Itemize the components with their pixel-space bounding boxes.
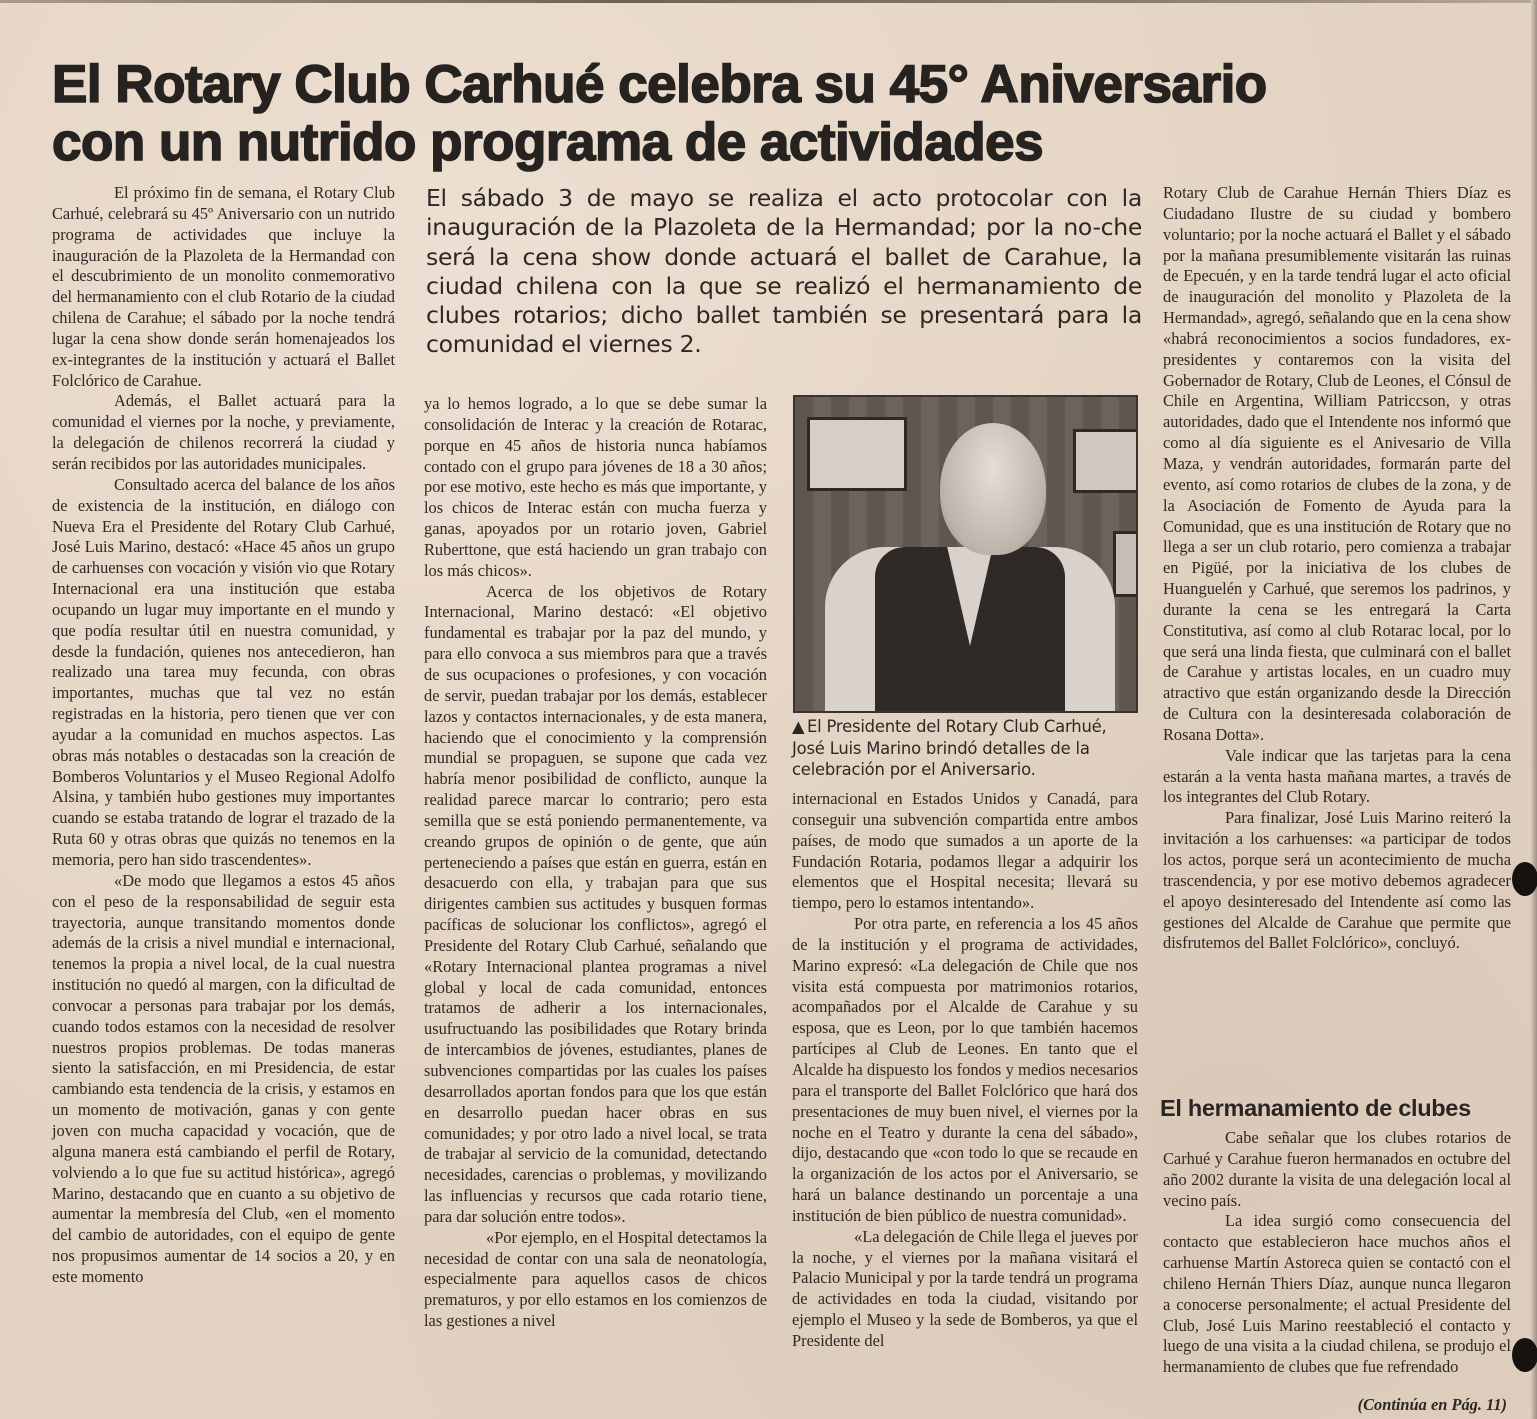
page-top-edge (0, 0, 1537, 3)
paragraph: Para finalizar, José Luis Marino reiteró la invitación a los carhuenses: «a participar de todos los actos, porque será un acontecimiento de mucha trascendencia, y por ese motivo debemos agradecer el apoyo desinteresado del Intendente así como las gestiones del Alcalde de Carahue que permite que disfrutemos del Ballet Folclórico», concluyó. (1163, 808, 1511, 953)
column-2 (424, 394, 767, 1332)
page-right-edge (1531, 0, 1537, 1419)
paragraph: Vale indicar que las tarjetas para la cena estarán a la venta hasta mañana martes, a través de los integrantes del Club Rotary. (1163, 745, 1511, 807)
binder-hole (1512, 1338, 1537, 1372)
subheading: El hermanamiento de clubes (1160, 1095, 1471, 1121)
framed-certificate (1113, 531, 1138, 597)
headline-line-2: con un nutrido programa de actividades (52, 113, 1044, 172)
paragraph: La idea surgió como consecuencia del contacto que establecieron hace muchos años el carhuense Martín Astoreca quien se contactó con el chileno Hernán Thiers Díaz, aunque nunca llegaron a conocerse personalmente; el actual Presidente del Club, José Luis Marino reestableció el contacto y luego de una visita a la ciudad chilena, se produjo el hermanamiento de clubes que fue refrendado (1163, 1211, 1511, 1377)
headline (52, 56, 1522, 172)
paragraph: internacional en Estados Unidos y Canadá, para conseguir una subvención compartida entre ambos países, de modo que sumados a un aporte de la Fundación Rotaria, podamos llegar a adquirir los elementos que el Hospital necesita; llevará su tiempo, pero lo estamos intentando». (792, 789, 1138, 913)
caption-text: El Presidente del Rotary Club Carhué, José Luis Marino brindó detalles de la celebración por el Aniversario. (792, 717, 1107, 779)
column-1 (52, 183, 395, 1288)
column-4-continued (1163, 1128, 1511, 1378)
paragraph: Además, el Ballet actuará para la comunidad el viernes por la noche, y previamente, la delegación de chilenos recorrerá la ciudad y serán recibidos por las autoridades municipales. (52, 391, 395, 473)
framed-certificate (1073, 429, 1138, 493)
framed-certificate (807, 417, 907, 491)
paragraph: «Por ejemplo, en el Hospital detectamos la necesidad de contar con una sala de neonatología, especialmente para aquellos casos de chicos prematuros, y por ello estamos en los comienzos de las gestiones a nivel (424, 1227, 767, 1331)
paragraph: Cabe señalar que los clubes rotarios de Carhué y Carahue fueron hermanados en octubre del año 2002 durante la visita de una delegación local al vecino país. (1163, 1128, 1511, 1210)
column-4 (1163, 183, 1511, 954)
deck-summary: El sábado 3 de mayo se realiza el acto protocolar con la inauguración de la Plazoleta de la Hermandad; por la no-che será la cena show donde actuará el ballet de Carahue, la ciudad chilena con la que se realizó el hermanamiento de clubes rotarios; dicho ballet también se presentará para la comunidad el viernes 2. (426, 184, 1142, 359)
binder-hole (1512, 862, 1537, 896)
paragraph: Acerca de los objetivos de Rotary Internacional, Marino destacó: «El objetivo fundamental es trabajar por la paz del mundo, y para ello convoca a sus miembros para que a través de sus ocupaciones o profesiones, y con vocación de servir, puedan trabajar por los demás, establecer lazos y contactos internacionales, y de esta manera, haciendo que el conocimiento y la comprensión mundial se propaguen, se supone que cada vez habría menor posibilidad de conflicto, aunque la realidad parece marcar lo contrario; pero esta semilla que se está poniendo permanentemente, va creando grupos de opinión o de gente, que aún perteneciendo a países que están en guerra, están en desacuerdo con ella, y trabajan para que sus dirigentes cambien sus actitudes y busquen formas pacíficas de solucionar los conflictos», agregó el Presidente del Rotary Club Carhué, señalando que «Rotary Internacional plantea programas a nivel global y local de cada comunidad, entonces tratamos de adherir a los internacionales, usufructuando las posibilidades que Rotary brinda de intercambios de jóvenes, estudiantes, planes de subvenciones compartidas por las cuales los países desarrollados aportan fondos para que los que están en desarrollo puedan hacer obras en sus comunidades; y por otro lado a nivel local, se trata de trabajar al servicio de la comunidad, detectando necesidades, carencias o problemas, y movilizando las influencias y recursos que cada rotario tiene, para dar solución entre todos». (424, 581, 767, 1226)
triangle-up-icon: ▲ (792, 717, 805, 736)
paragraph: El próximo fin de semana, el Rotary Club Carhué, celebrará su 45º Aniversario con un nutrido programa de actividades que incluye la inauguración de la Plazoleta de la Hermandad con el descubrimiento de un monolito conmemorativo del hermanamiento con el club Rotario de la ciudad chilena de Carahue; el sábado por la noche tendrá lugar la cena show donde serán homenajeados los ex-integrantes de la institución y actuará el Ballet Folclórico de Carahue. (52, 183, 395, 390)
paragraph: Consultado acerca del balance de los años de existencia de la institución, en diálogo con Nueva Era el Presidente del Rotary Club Carhué, José Luis Marino, destacó: «Hace 45 años un grupo de carhuenses con vocación y visión vio que Rotary Internacional era una institución que estaba ocupando un lugar muy importante en el mundo y que podía resultar útil en nuestra comunidad, y desde la fundación, quienes nos antecedieron, han realizado una tarea muy fecunda, con obras importantes, muchas que tal vez no están registradas en la historia, pero tienen que ver con ayudar a la comunidad en muchos aspectos. Las obras más notables o destacadas son la creación de Bomberos Voluntarios y el Museo Regional Adolfo Alsina, y también hubo gestiones muy importantes cuando se estaba tratando de lograr el trazado de la Ruta 60 y otras obras que quizás no tenemos en la memoria, pero han sido trascendentes». (52, 474, 395, 869)
continuation-note: (Continúa en Pág. 11) (1357, 1395, 1507, 1414)
column-3 (792, 789, 1138, 1352)
photo-caption (792, 716, 1142, 781)
headline-line-1: El Rotary Club Carhué celebra su 45° Aniversario (52, 55, 1267, 114)
person-head (940, 423, 1046, 555)
paragraph: ya lo hemos logrado, a lo que se debe sumar la consolidación de Interac y la creación de Rotarac, porque en 45 años de historia nunca habíamos contado con el grupo para jóvenes de 18 a 30 años; por ese motivo, este hecho es más que importante, y los chicos de Interac están con mucha fuerza y ganas, apoyados por un rotario joven, Gabriel Ruberttone, que está haciendo un gran trabajo con los más chicos». (424, 394, 767, 580)
paragraph: Por otra parte, en referencia a los 45 años de la institución y el programa de actividades, Marino expresó: «La delegación de Chile que nos visita está compuesta por matrimonios rotarios, acompañados por el Alcalde de Carahue y su esposa, que es Leon, por lo que también hacemos partícipes al Club de Leones. En tanto que el Alcalde ha dispuesto los fondos y medios necesarios para el transporte del Ballet Folclórico que hará dos presentaciones de muy buen nivel, el viernes por la noche en el Teatro y durante la cena del sábado», dijo, destacando que «con todo lo que se recaude en la organización de los actos por el Aniversario, se hará un balance destinando un porcentaje a una institución de bien público de nuestra comunidad». (792, 914, 1138, 1225)
portrait-photo (793, 395, 1138, 713)
paragraph: Rotary Club de Carahue Hernán Thiers Díaz es Ciudadano Ilustre de su ciudad y bombero voluntario; por la noche actuará el Ballet y el sábado por la mañana presumiblemente visitarán las ruinas de Epecuén, y en la tarde tendrá lugar el acto oficial de inauguración del monolito y Plazoleta de la Hermandad», agregó, señalando que en la cena show «habrá reconocimientos a socios fundadores, ex-presidentes y contaremos con la visita del Gobernador de Rotary, Club de Leones, el Cónsul de Chile en Argentina, William Patriccson, y otras autoridades, dado que el Intendente nos informó que como al día siguiente es el Anivesario de Villa Maza, y vendrán autoridades, formarán parte del evento, así como rotarios de clubes de la zona, y de la Asociación de Fomento de Ayuda para la Comunidad, que es una institución de Rotary que no llega a ser un club rotario, pero comienza a trabajar en Pigüé, por la iniciativa de los clubes de Huanguelén y Carhué, que seremos los padrinos, y durante la cena se les entregará la Carta Constitutiva, así como al club Rotarac local, por lo que será una linda fiesta, que culminará con el ballet de Carahue y artistas locales, en un cuadro muy atractivo que están organizando desde la Dirección de Cultura con la desinteresada colaboración de Rosana Dotta». (1163, 183, 1511, 744)
paragraph: «De modo que llegamos a estos 45 años con el peso de la responsabilidad de seguir esta trayectoria, aunque transitando momentos donde además de la crisis a nivel mundial e internacional, tenemos la propia a nivel local, de la cual nuestra institución no quedó al margen, con la dificultad de convocar a personas para trabajar por los demás, cuando todos estamos con la necesidad de resolver nuestros propios problemas. De todas maneras siento la satisfacción, en mi Presidencia, de estar cambiando esta tendencia de la crisis, y estamos en un momento de motivación, ganas y con gente joven con mucha capacidad y vocación, que de alguna manera está cambiando el perfil de Rotary, volviendo a lo que fue su actitud histórica», agregó Marino, destacando que en cuanto a su objetivo de aumentar la membresía del Club, «en el momento del cambio de autoridades, con el equipo de gente nos propusimos aumentar de 14 socios a 20, y en este momento (52, 870, 395, 1286)
paragraph: «La delegación de Chile llega el jueves por la noche, y el viernes por la mañana visitará el Palacio Municipal y por la tarde tendrá un programa de actividades en toda la ciudad, visitando por ejemplo el Museo y la sede de Bomberos, ya que el Presidente del (792, 1226, 1138, 1350)
